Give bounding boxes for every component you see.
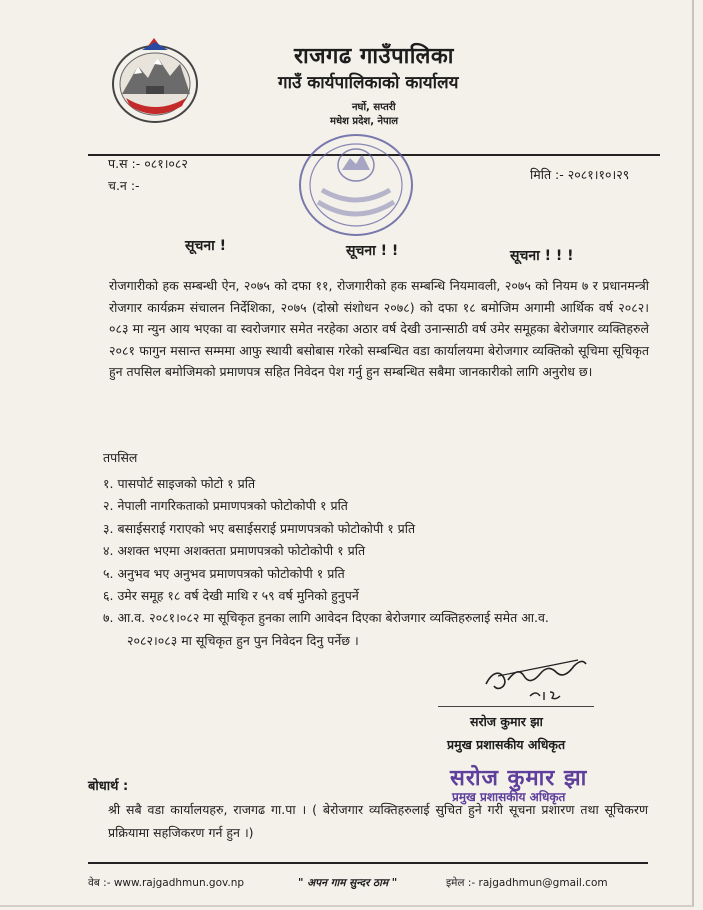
footer-website[interactable]: वेब :- www.rajgadhmun.gov.np [88,877,245,889]
list-item-line-2: २०८२।०८३ मा सूचिकृत हुन पुन निवेदन दिनु पर्नेछ । [127,632,359,648]
signer-name: सरोज कुमार झा [470,714,543,729]
footer-email[interactable]: इमेल :- rajgadhmun@gmail.com [446,877,608,889]
footer-motto: " अपन गाम सुन्दर ठाम " [298,877,398,889]
title-stamp: प्रमुख प्रशासकीय अधिकृत [452,790,566,804]
cc-heading: बोधार्थ : [88,779,129,794]
notice-label-3: सूचना ! ! ! [510,248,574,264]
list-item: ४. अशक्त भएमा अशक्तता प्रमाणपत्रको फोटोकोपी १ प्रति [103,543,366,559]
list-item: ६. उमेर समूह १८ वर्ष देखी माथि र ५९ वर्ष मुनिको हुनुपर्ने [103,587,359,603]
cc-text: श्री सबै वडा कार्यालयहरु, राजगढ गा.पा । ( बेरोजगार व्यक्तिहरुलाई सुचित हुने गरी सूचना प्रशारण तथा सूचिकरण प्रक्रियामा सहजिकरण गर्न हुन ।) [108,802,648,840]
notice-label-2: सूचना ! ! [346,243,399,259]
address-line-2: मधेश प्रदेश, नेपाल [330,116,399,127]
reference-number: प.स :- ०८१।०८२ [108,156,188,171]
name-stamp: सरोज कुमार झा [450,766,588,791]
footer-divider [88,862,648,864]
office-round-stamp [296,130,416,240]
dispatch-number: च.न :- [108,178,140,193]
office-name: गाउँ कार्यपालिकाको कार्यालय [278,73,459,93]
requirements-list [103,473,663,652]
nepal-emblem-logo [108,36,202,126]
signature-line [438,706,594,707]
org-name: राजगढ गाउँपालिका [294,44,454,69]
handwritten-signature [478,646,590,708]
list-item: ३. बसाईसराई गराएको भए बसाईसराई प्रमाणपत्रको फोटोकोपी १ प्रति [103,520,416,536]
list-item: २. नेपाली नागरिकताको प्रमाणपत्रको फोटोकोपी १ प्रति [103,498,348,514]
signer-title: प्रमुख प्रशासकीय अधिकृत [447,737,566,752]
list-item: १. पासपोर्ट साइजको फोटो १ प्रति [103,476,256,491]
list-item: ५. अनुभव भए अनुभव प्रमाणपत्रको फोटोकोपी १ प्रति [103,565,345,581]
list-heading: तपसिल [103,450,138,465]
list-item-line-1: ७. आ.व. २०८१।०८२ मा सूचिकृत हुनका लागि आवेदन दिएका बेरोजगार व्यक्तिहरुलाई समेत आ.व. [103,610,549,626]
body-paragraph: रोजगारीको हक सम्बन्धी ऐन, २०७५ को दफा ११, रोजगारीको हक सम्बन्धि नियमावली, २०७५ को नियम ७ र प्रधानमन्त्री रोजगार कार्यक्रम संचालन निर्देशिका, २०७५ (दोस्रो संशोधन २०७८) को दफा १८ बमोजिम अगामी आर्थिक वर्ष २०८२।०८३ मा न्युन आय भएका वा स्वरोजगार समेत नरहेका अठार वर्ष देखी उनान्साठी वर्ष उमेर समूहका बेरोजगार व्यक्तिहरुले २०८१ फागुन मसान्त सम्ममा आफु स्थायी बसोबास गरेको सम्बन्धित वडा कार्यालयमा बेरोजगार व्यक्तिको सूचिमा सूचिकृत हुन तपसिल बमोजिमको प्रमाणपत्र सहित निवेदन पेश गर्नु हुन सम्बन्धित सबैमा जानकारीको लागि अनुरोध छ। [109,278,649,380]
address-line-1: नर्घो, सप्तरी [352,102,396,113]
notice-label-1: सूचना ! [185,238,227,254]
date: मिति :- २०८१।१०।२९ [530,167,630,182]
